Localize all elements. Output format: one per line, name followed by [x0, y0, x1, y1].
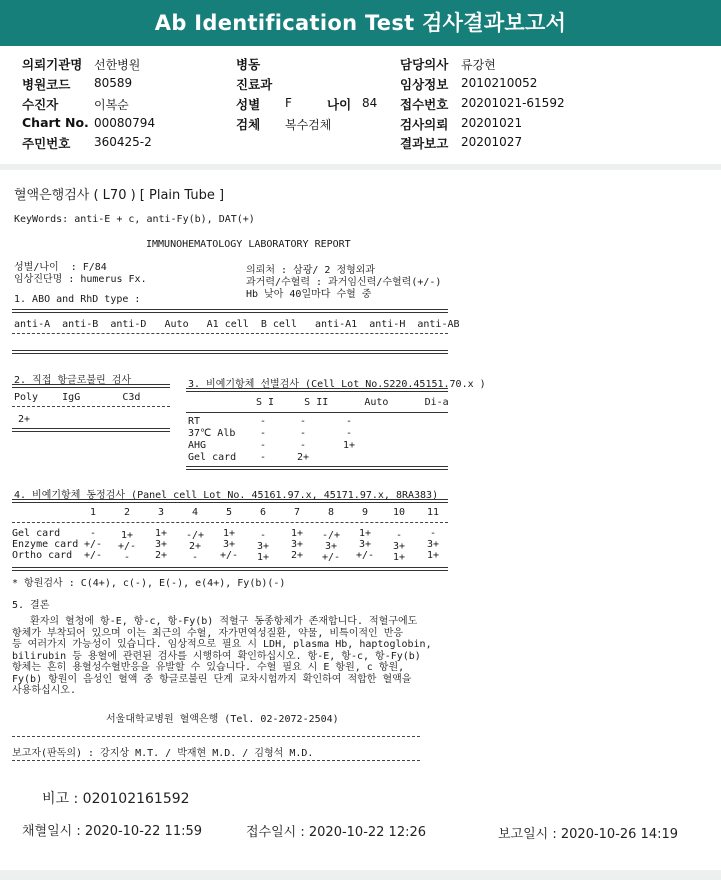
divider [12, 499, 448, 503]
patient-label: 수진자 [22, 97, 59, 112]
panel-row-label: Ortho card [12, 550, 73, 561]
patient-header [0, 46, 721, 164]
screening-cell: 2+ [296, 452, 310, 463]
sex-value: F [285, 96, 292, 110]
divider [12, 406, 170, 407]
age-label: 나이 [327, 97, 352, 112]
hospital-signature: 서울대학교병원 혈액은행 (Tel. 02-2072-2504) [106, 714, 339, 725]
patient-value: 이복순 [94, 98, 129, 112]
conclusion-line: 등 여러가지 가능성이 있습니다. 임상적으로 필요 시 LDH, plasma Hb, haptoglobin, [12, 639, 432, 650]
screening-cell: - [259, 416, 267, 427]
panel-column-header: 6 [259, 507, 267, 518]
panel-cell: 3+ [324, 541, 338, 552]
panel-cell: 3+ [426, 539, 440, 550]
history-note: Hb 낮아 40일마다 수혈 중 [246, 289, 372, 300]
conclusion-line: 항체는 흔히 용혈성수혈반응을 유발할 수 있습니다. 수혈 필요 시 E 항원, c 항원, [12, 662, 405, 673]
report-label: 결과보고 [400, 136, 449, 151]
rrn-label: 주민번호 [22, 136, 71, 151]
divider [12, 760, 420, 761]
chart-label: Chart No. [22, 115, 89, 130]
panel-row-label: Gel card [12, 528, 61, 539]
panel-cell: - [191, 552, 199, 563]
antigen-test: * 항원검사 : C(4+), c(-), E(-), e(4+), Fy(b)(-) [12, 578, 286, 589]
reported-time: 보고일시 : 2020-10-26 14:19 [498, 827, 679, 842]
divider [186, 466, 448, 470]
screening-cell: - [345, 416, 353, 427]
panel-cell: 1+ [392, 552, 406, 563]
screening-cell: - [299, 416, 307, 427]
panel-cell: 1+ [222, 528, 236, 539]
panel-cell: - [395, 530, 403, 541]
divider [12, 428, 170, 432]
report-title: Ab Identification Test 검사결과보고서 [0, 0, 721, 46]
conclusion-line: bilirubin 등 용혈에 관련된 검사를 시행하여 확인하십시오. 항-E, 항-c, 항-Fy(b) [12, 650, 421, 662]
panel-cell: -/+ [321, 530, 341, 541]
conclusion-line: 항체가 부착되어 있으며 이는 최근의 수혈, 자가면역성질환, 약물, 비특이적인 반응 [12, 627, 404, 639]
section-panel: 4. 비예기항체 동정검사 (Panel cell Lot No. 45161.97.x, 45171.97.x, 8RA383) [14, 490, 439, 501]
panel-cell: 2+ [154, 550, 168, 561]
report-document [0, 170, 721, 870]
sex-label: 성별 [236, 97, 261, 112]
screening-headers: S I S II Auto Di-a [256, 397, 449, 408]
divider [12, 567, 448, 571]
panel-cell: 3+ [222, 539, 236, 550]
diagnosis: 임상진단명 : humerus Fx. [14, 274, 147, 285]
age-value: 84 [362, 96, 378, 110]
panel-column-header: 1 [89, 507, 97, 518]
receipt-value: 20201021-61592 [461, 96, 565, 110]
hospital-value: 선한병원 [94, 58, 141, 72]
panel-cell: +/- [117, 541, 137, 552]
sex-age: 성별/나이 : F/84 [14, 262, 107, 273]
code-value: 80589 [94, 76, 133, 90]
received-time: 접수일시 : 2020-10-22 12:26 [246, 825, 427, 840]
screening-cell: - [259, 452, 267, 463]
panel-cell: 3+ [392, 541, 406, 552]
report-heading: 혈액은행검사 ( L70 ) [ Plain Tube ] [14, 188, 225, 203]
abo-headers: anti-A anti-B anti-D Auto A1 cell B cell anti-A1 anti-H anti-AB [14, 319, 460, 330]
specimen-label: 검체 [236, 117, 261, 132]
screening-cell: - [299, 440, 307, 451]
panel-cell: 1+ [154, 528, 168, 539]
panel-column-header: 8 [327, 507, 335, 518]
panel-cell: 1+ [256, 552, 270, 563]
panel-cell: - [429, 528, 437, 539]
panel-row-label: Enzyme card [12, 539, 79, 550]
screening-row-label: RT [188, 416, 201, 427]
code-label: 병원코드 [22, 77, 71, 92]
req-label: 검사의뢰 [400, 117, 449, 132]
screening-cell: - [299, 428, 307, 439]
panel-column-header: 2 [123, 507, 131, 518]
clinical-value: 2010210052 [461, 76, 538, 90]
panel-cell: - [123, 552, 131, 563]
panel-cell: 3+ [358, 539, 372, 550]
divider [12, 333, 448, 334]
panel-cell: +/- [83, 550, 103, 561]
divider [12, 522, 448, 523]
section-dat: 2. 직접 항글로불린 검사 [14, 375, 132, 386]
panel-cell: -/+ [185, 530, 205, 541]
clinical-label: 임상정보 [400, 77, 449, 92]
divider [12, 736, 420, 737]
dept-label: 진료과 [236, 77, 273, 92]
conclusion-line: 환자의 혈청에 항-E, 항-c, 항-Fy(b) 적혈구 동종항체가 존재합니다. 적혈구에도 [12, 616, 418, 627]
note: 비고 : 020102161592 [42, 791, 190, 807]
hospital-label: 의뢰기관명 [22, 57, 83, 72]
panel-cell: - [259, 530, 267, 541]
panel-cell: 2+ [188, 541, 202, 552]
panel-column-header: 5 [225, 507, 233, 518]
divider [12, 384, 170, 388]
specimen-value: 복수검체 [285, 118, 332, 132]
panel-column-header: 10 [392, 507, 406, 518]
screening-row-label: AHG [188, 440, 207, 451]
receipt-label: 접수번호 [400, 97, 449, 112]
panel-cell: 3+ [154, 539, 168, 550]
reporter: 보고자(판독의) : 강지상 M.T. / 박재현 M.D. / 김형석 M.D. [12, 748, 314, 759]
screening-row-label: Gel card [188, 452, 237, 463]
panel-cell: 1+ [358, 528, 372, 539]
req-value: 20201021 [461, 116, 523, 130]
panel-column-header: 7 [293, 507, 301, 518]
screening-row-label: 37℃ Alb [188, 428, 236, 439]
section-abo: 1. ABO and RhD type : [14, 294, 141, 305]
ward-label: 병동 [236, 57, 261, 72]
divider [186, 412, 448, 413]
keywords: KeyWords: anti-E + c, anti-Fy(b), DAT(+) [14, 214, 255, 225]
panel-cell: - [89, 528, 97, 539]
divider [12, 309, 448, 313]
panel-cell: +/- [83, 539, 103, 550]
screening-cell: - [345, 428, 353, 439]
rrn-value: 360425-2 [94, 135, 152, 149]
history: 과거력/수혈력 : 과거임신력/수혈력(+/-) [246, 277, 442, 288]
panel-cell: 3+ [290, 539, 304, 550]
panel-column-header: 11 [426, 507, 440, 518]
section-screening: 3. 비예기항체 선별검사 (Cell Lot No.S220.45151.70.x ) [188, 379, 486, 390]
dat-value: 2+ [18, 414, 31, 425]
panel-column-header: 4 [191, 507, 199, 518]
dat-headers: Poly IgG C3d [14, 392, 141, 403]
divider [186, 388, 448, 392]
conclusion-line: Fy(b) 항원이 음성인 혈액 중 항글로불린 단계 교차시험까지 확인하여 적합한 혈액을 [12, 673, 412, 685]
lab-title: IMMUNOHEMATOLOGY LABORATORY REPORT [146, 239, 351, 250]
doctor-label: 담당의사 [400, 57, 449, 72]
requester: 의뢰처 : 삼광/ 2 정형외과 [246, 265, 376, 276]
panel-cell: 1+ [290, 528, 304, 539]
screening-cell: - [259, 440, 267, 451]
chart-value: 00080794 [94, 116, 156, 130]
panel-cell: 1+ [120, 530, 134, 541]
panel-cell: +/- [321, 552, 341, 563]
screening-cell: 1+ [342, 440, 356, 451]
panel-cell: +/- [355, 550, 375, 561]
report-value: 20201027 [461, 135, 523, 149]
panel-cell: 3+ [256, 541, 270, 552]
panel-cell: 1+ [426, 550, 440, 561]
divider [12, 350, 448, 354]
panel-column-header: 9 [361, 507, 369, 518]
panel-cell: +/- [219, 550, 239, 561]
screening-cell: - [259, 428, 267, 439]
collected-time: 채혈일시 : 2020-10-22 11:59 [22, 824, 203, 839]
conclusion-line: 사용하십시오. [12, 685, 76, 696]
section-conclusion: 5. 결론 [12, 600, 50, 611]
doctor-value: 류강현 [461, 58, 496, 72]
panel-column-header: 3 [157, 507, 165, 518]
panel-cell: 2+ [290, 550, 304, 561]
